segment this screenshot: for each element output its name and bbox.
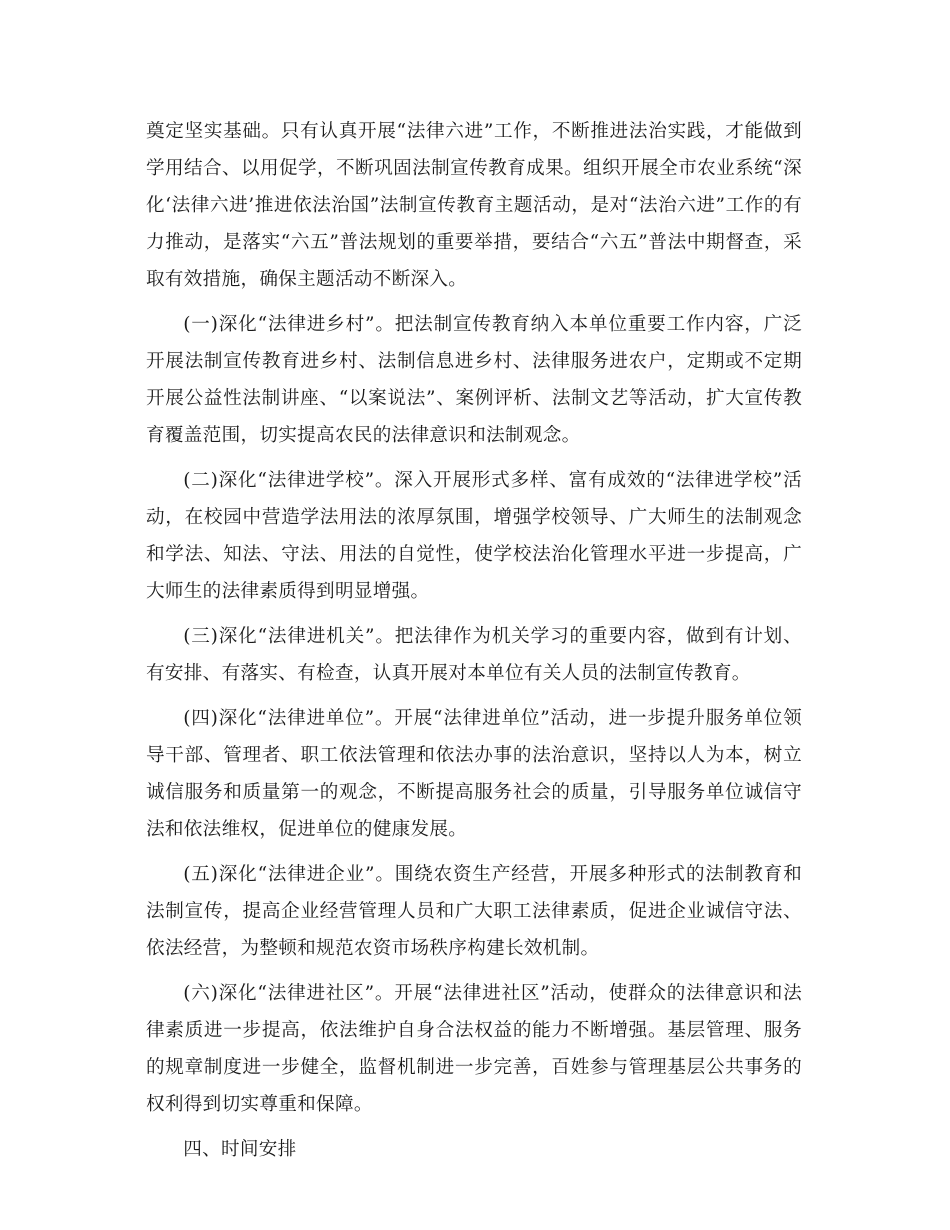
paragraph-unit: (四)深化“法律进单位”。开展“法律进单位”活动，进一步提升服务单位领导干部、管理者、职工依法管理和依法办事的法治意识，坚持以人为本，树立诚信服务和质量第一的观念，不断提高服务社会的质量，引导服务单位诚信守法和依法维权，促进单位的健康发展。 <box>146 708 802 840</box>
paragraph-school: (二)深化“法律进学校”。深入开展形式多样、富有成效的“法律进学校”活动，在校园中营造学法用法的浓厚氛围，增强学校领导、广大师生的法制观念和学法、知法、守法、用法的自觉性，使学校法治化管理水平进一步提高，广大师生的法律素质得到明显增强。 <box>146 470 802 602</box>
paragraph-community: (六)深化“法律进社区”。开展“法律进社区”活动，使群众的法律意识和法律素质进一步提高，依法维护自身合法权益的能力不断增强。基层管理、服务的规章制度进一步健全，监督机制进一步完善，百姓参与管理基层公共事务的权利得到切实尊重和保障。 <box>146 983 802 1115</box>
paragraph-enterprise: (五)深化“法律进企业”。围绕农资生产经营，开展多种形式的法制教育和法制宣传，提高企业经营管理人员和广大职工法律素质，促进企业诚信守法、依法经营，为整顿和规范农资市场秩序构建长效机制。 <box>146 864 802 959</box>
paragraph-government: (三)深化“法律进机关”。把法律作为机关学习的重要内容，做到有计划、有安排、有落实、有检查，认真开展对本单位有关人员的法制宣传教育。 <box>146 626 802 684</box>
document-page <box>146 113 802 1168</box>
paragraph-continuation: 奠定坚实基础。只有认真开展“法律六进”工作，不断推进法治实践，才能做到学用结合、以用促学，不断巩固法制宣传教育成果。组织开展全市农业系统“深化‘法律六进’推进依法治国”法制宣传教育主题活动，是对“法治六进”工作的有力推动，是落实“六五”普法规划的重要举措，要结合“六五”普法中期督查，采取有效措施，确保主题活动不断深入。 <box>146 121 802 290</box>
paragraph-rural: (一)深化“法律进乡村”。把法制宣传教育纳入本单位重要工作内容，广泛开展法制宣传教育进乡村、法制信息进乡村、法律服务进农户，定期或不定期开展公益性法制讲座、“以案说法”、案例评析、法制文艺等活动，扩大宣传教育覆盖范围，切实提高农民的法律意识和法制观念。 <box>146 314 802 446</box>
section-heading-schedule: 四、时间安排 <box>183 1139 297 1160</box>
